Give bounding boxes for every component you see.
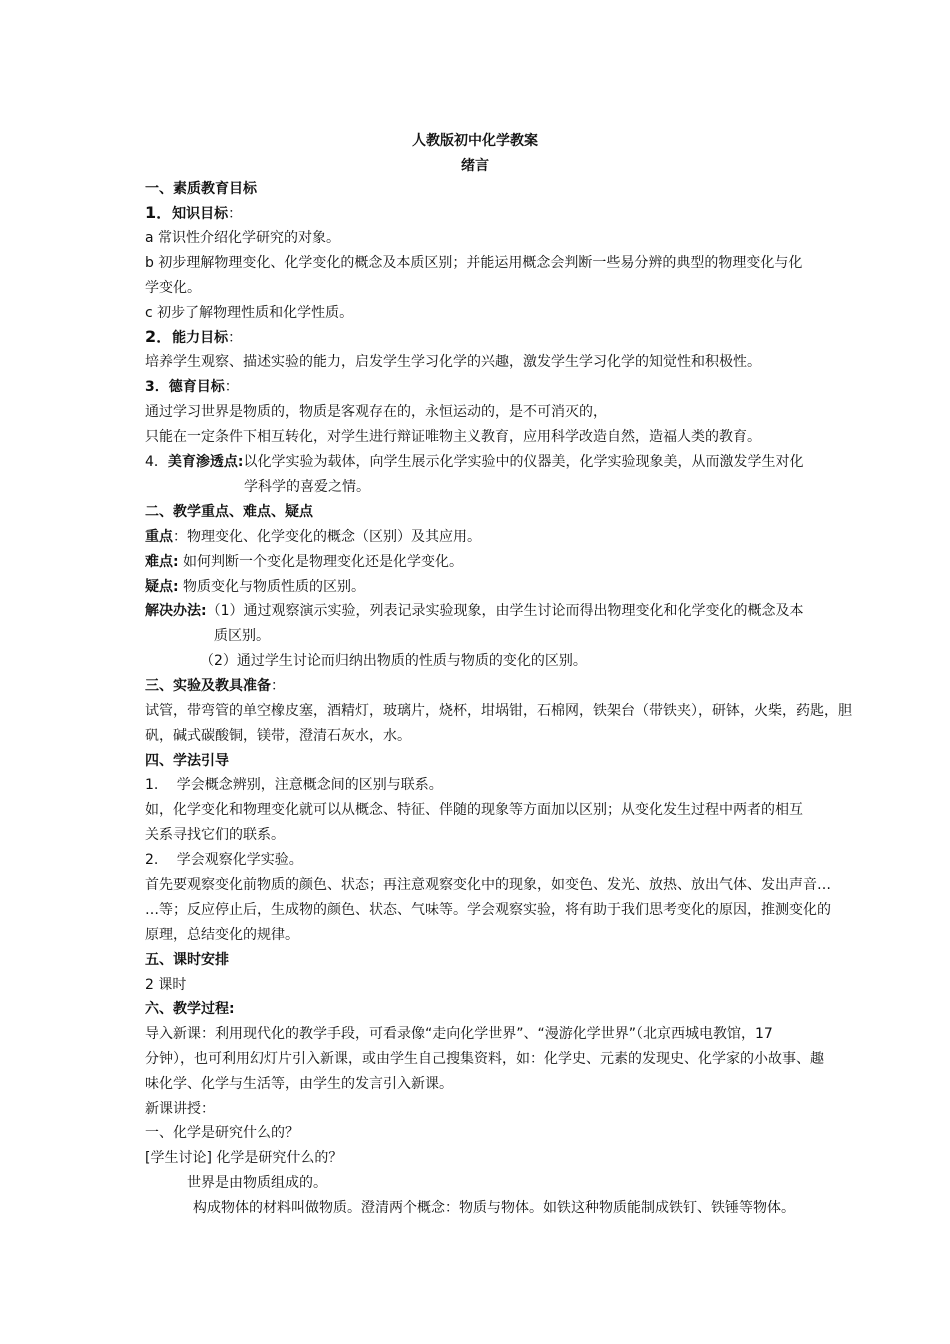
doubt-point — [145, 578, 813, 596]
method-item-1: 1. 学会概念辨别，注意概念间的区别与联系。 — [145, 777, 443, 793]
knowledge-goal-a: a 常识性介绍化学研究的对象。 — [145, 230, 341, 246]
moral-goal-text-line1: 通过学习世界是物质的，物质是客观存在的，永恒运动的，是不可消灭的， — [145, 404, 607, 420]
section-3-heading — [145, 677, 813, 695]
knowledge-goal-number: 1． — [145, 203, 173, 222]
knowledge-goal-heading — [145, 204, 813, 223]
process-line2: 分钟），也可利用幻灯片引入新课，或由学生自己搜集资料，如：化学史、元素的发现史、化学家的小故事、趣 — [145, 1051, 824, 1067]
knowledge-goal-colon: ： — [228, 206, 243, 222]
difficult-point-text: 如何判断一个变化是物理变化还是化学变化。 — [178, 554, 464, 570]
knowledge-goal-c: c 初步了解物理性质和化学性质。 — [145, 305, 354, 321]
process-line7: 世界是由物质组成的。 — [187, 1175, 327, 1191]
section-6-heading: 六、教学过程: — [145, 1001, 235, 1017]
moral-goal-heading — [145, 378, 813, 396]
process-line8: 构成物体的材料叫做物质。澄清两个概念：物质与物体。如铁这种物质能制成铁钉、铁锤等物体。 — [193, 1200, 795, 1216]
method-item-1-text-line2: 关系寻找它们的联系。 — [145, 827, 285, 843]
process-line3: 味化学、化学与生活等，由学生的发言引入新课。 — [145, 1076, 453, 1092]
moral-goal-colon: ： — [224, 379, 239, 395]
section-4-heading: 四、学法引导 — [145, 753, 229, 769]
document-title: 人教版初中化学教案 — [412, 133, 538, 149]
document-subtitle: 绪言 — [461, 158, 489, 174]
solution-line1 — [145, 602, 813, 620]
section-3-heading-text: 三、实验及教具准备 — [145, 678, 271, 694]
ability-goal-heading — [145, 328, 813, 347]
method-item-2-text-line2: …等；反应停止后，生成物的颜色、状态、气味等。学会观察实验，将有助于我们思考变化的原因，推测变化的 — [145, 902, 831, 918]
section-1-heading: 一、素质教育目标 — [145, 181, 257, 197]
section-3-colon: ： — [271, 678, 285, 694]
aesthetic-goal-line1 — [145, 453, 813, 471]
ability-goal-label: 能力目标 — [172, 330, 229, 346]
aesthetic-goal-label: 美育渗透点: — [167, 454, 244, 470]
doubt-point-text: 物质变化与物质性质的区别。 — [178, 579, 366, 595]
method-item-2: 2. 学会观察化学实验。 — [145, 852, 303, 868]
ability-goal-colon: ： — [228, 330, 243, 346]
solution-text-line3: （2）通过学生讨论而归纳出物质的性质与物质的变化的区别。 — [200, 653, 587, 669]
aesthetic-goal-text-line1: 以化学实验为载体，向学生展示化学实验中的仪器美，化学实验现象美，从而激发学生对化 — [243, 454, 804, 470]
process-line4: 新课讲授： — [145, 1101, 215, 1117]
aesthetic-goal-number: 4． — [145, 454, 168, 470]
process-line1: 导入新课：利用现代化的教学手段，可看录像“走向化学世界”、“漫游化学世界”（北京西城电教馆，17 — [145, 1026, 773, 1042]
knowledge-goal-b-line1: b 初步理解物理变化、化学变化的概念及本质区别；并能运用概念会判断一些易分辨的典型的物理变化与化 — [145, 255, 803, 271]
key-point — [145, 528, 813, 546]
moral-goal-number: 3． — [145, 379, 169, 395]
method-item-2-text-line1: 首先要观察变化前物质的颜色、状态；再注意观察变化中的现象，如变色、发光、放热、放出气体、发出声音… — [145, 877, 831, 893]
method-item-2-text-line3: 原理，总结变化的规律。 — [145, 927, 299, 943]
process-line5: 一、化学是研究什么的？ — [145, 1125, 299, 1141]
aesthetic-goal-text-line2: 学科学的喜爱之情。 — [244, 479, 370, 495]
class-hours: 2 课时 — [145, 977, 187, 993]
doubt-point-label: 疑点: — [145, 579, 179, 595]
moral-goal-text-line2: 只能在一定条件下相互转化，对学生进行辩证唯物主义教育，应用科学改造自然，造福人类的教育。 — [145, 429, 761, 445]
materials-line1: 试管，带弯管的单空橡皮塞，酒精灯，玻璃片，烧杯，坩埚钳，石棉网，铁架台（带铁夹），研钵，火柴，药匙，胆 — [145, 703, 852, 719]
solution-text-line2: 质区别。 — [214, 628, 270, 644]
solution-text-line1: （1）通过观察演示实验，列表记录实验现象，由学生讨论而得出物理变化和化学变化的概念及本 — [206, 603, 804, 619]
knowledge-goal-label: 知识目标 — [172, 206, 229, 222]
ability-goal-text: 培养学生观察、描述实验的能力，启发学生学习化学的兴趣，激发学生学习化学的知觉性和积极性。 — [145, 354, 761, 370]
difficult-point-label: 难点: — [145, 554, 179, 570]
method-item-1-text-line1: 如，化学变化和物理变化就可以从概念、特征、伴随的现象等方面加以区别；从变化发生过程中两者的相互 — [145, 802, 803, 818]
ability-goal-number: 2． — [145, 327, 173, 346]
key-point-label: 重点 — [145, 529, 173, 545]
moral-goal-label: 德育目标 — [168, 379, 225, 395]
materials-line2: 矾，碱式碳酸铜，镁带，澄清石灰水，水。 — [145, 728, 411, 744]
section-2-heading: 二、教学重点、难点、疑点 — [145, 504, 313, 520]
knowledge-goal-b-line2: 学变化。 — [145, 280, 201, 296]
solution-label: 解决办法: — [145, 603, 207, 619]
process-line6: [学生讨论] 化学是研究什么的？ — [145, 1150, 343, 1166]
key-point-text: ：物理变化、化学变化的概念（区别）及其应用。 — [173, 529, 481, 545]
difficult-point — [145, 553, 813, 571]
section-5-heading: 五、课时安排 — [145, 952, 229, 968]
